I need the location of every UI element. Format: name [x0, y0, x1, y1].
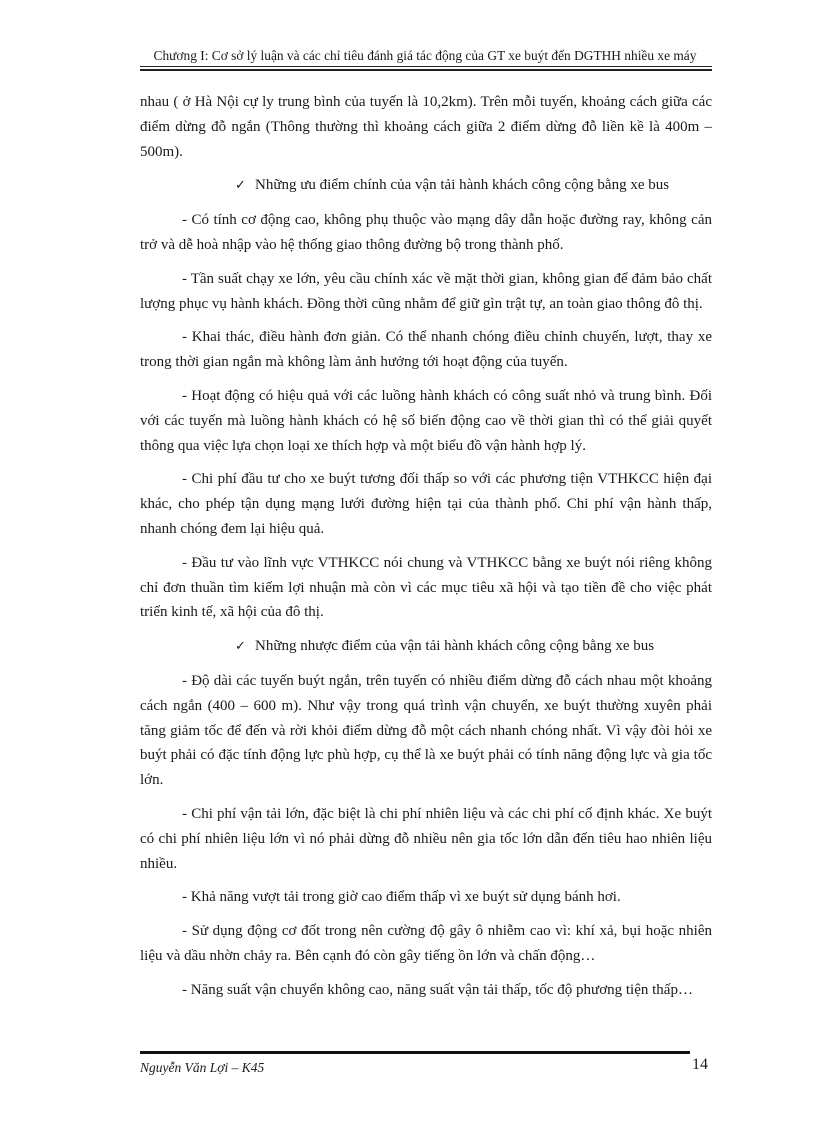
disadvantage-paragraph: - Độ dài các tuyến buýt ngắn, trên tuyến có nhiều điểm dừng đỗ cách nhau một khoảng cách ngắn (400 – 600 m). Như vậy trong quá trình vận chuyển, xe buýt thường xuyên phải tăng giảm tốc để đến và rời khỏi điểm dừng đỗ một cách nhanh chóng nhất. Vì vậy đòi hỏi xe buýt phải có đặc tính động lực phù hợp, cụ thể là xe buýt phải có tính năng động lực và gia tốc lớn.: [140, 672, 712, 789]
footer-divider: [140, 1051, 690, 1054]
header-divider: [140, 66, 712, 71]
advantage-paragraph: - Chi phí đầu tư cho xe buýt tương đối thấp so với các phương tiện VTHKCC hiện đại khác, cho phép tận dụng mạng lưới đường hiện tại của thành phố. Chi phí vận hành thấp, nhanh chóng đem lại hiệu quả.: [140, 471, 712, 537]
advantage-paragraph: - Hoạt động có hiệu quả với các luồng hành khách có công suất nhỏ và trung bình. Đối với các tuyến mà luồng hành khách có hệ số biến động cao về thời gian thì có thể giải quyết thông qua việc lựa chọn loại xe thích hợp và một biểu đồ vận hành hợp lý.: [140, 387, 712, 454]
advantage-paragraph: - Đầu tư vào lĩnh vực VTHKCC nói chung và VTHKCC bằng xe buýt nói riêng không chỉ đơn thuần tìm kiếm lợi nhuận mà còn vì các mục tiêu xã hội và tạo tiền đề cho việc phát triển kinh tế, xã hội của đô thị.: [140, 554, 712, 621]
page-body: [140, 90, 712, 1012]
intro-paragraph: nhau ( ở Hà Nội cự ly trung bình của tuyến là 10,2km). Trên mỗi tuyến, khoảng cách giữa các điểm dừng đỗ ngắn (Thông thường thì khoảng cách giữa 2 điểm dừng đỗ liền kề là 400m – 500m).: [140, 94, 712, 160]
advantage-paragraph: - Tần suất chạy xe lớn, yêu cầu chính xác về mặt thời gian, không gian để đảm bảo chất lượng phục vụ hành khách. Đồng thời cũng nhằm để giữ gìn trật tự, an toàn giao thông đô thị.: [140, 270, 712, 312]
running-header: Chương I: Cơ sở lý luận và các chỉ tiêu đánh giá tác động của GT xe buýt đến DGTHH nhiều xe máy: [153, 48, 697, 63]
advantage-paragraph: - Khai thác, điều hành đơn giản. Có thể nhanh chóng điều chỉnh chuyến, lượt, thay xe trong thời gian ngắn mà không làm ảnh hưởng tới hoạt động của tuyến.: [140, 329, 712, 371]
page-number: 14: [692, 1056, 708, 1073]
disadvantages-heading-text: Những nhược điểm của vận tải hành khách công cộng bằng xe bus: [255, 638, 655, 655]
advantages-heading-text: Những ưu điểm chính của vận tải hành khách công cộng bằng xe bus: [255, 177, 670, 194]
disadvantage-paragraph: - Chi phí vận tải lớn, đặc biệt là chi phí nhiên liệu và các chi phí cố định khác. Xe buýt có chi phí nhiên liệu lớn vì nó phải dừng đỗ nhiều nên gia tốc lớn dẫn đến tiêu hao nhiên liệu nhiều.: [140, 805, 712, 872]
disadvantage-paragraph: - Khả năng vượt tải trong giờ cao điểm thấp vì xe buýt sử dụng bánh hơi.: [182, 889, 621, 906]
advantages-heading: [140, 173, 712, 199]
disadvantage-paragraph: - Năng suất vận chuyển không cao, năng suất vận tải thấp, tốc độ phương tiện thấp…: [182, 981, 693, 998]
disadvantages-heading: [140, 634, 712, 660]
checkmark-icon: ✓: [235, 178, 246, 194]
footer-author: Nguyễn Văn Lợi – K45: [140, 1060, 265, 1075]
checkmark-icon: ✓: [235, 639, 246, 655]
disadvantage-paragraph: - Sử dụng động cơ đốt trong nên cường độ gây ô nhiễm cao vì: khí xả, bụi hoặc nhiên liệu và dầu nhờn chảy ra. Bên cạnh đó còn gây tiếng ồn lớn và chấn động…: [140, 923, 712, 964]
advantage-paragraph: - Có tính cơ động cao, không phụ thuộc vào mạng dây dẫn hoặc đường ray, không cản trở và dễ hoà nhập vào hệ thống giao thông đường bộ trong thành phố.: [140, 212, 712, 253]
